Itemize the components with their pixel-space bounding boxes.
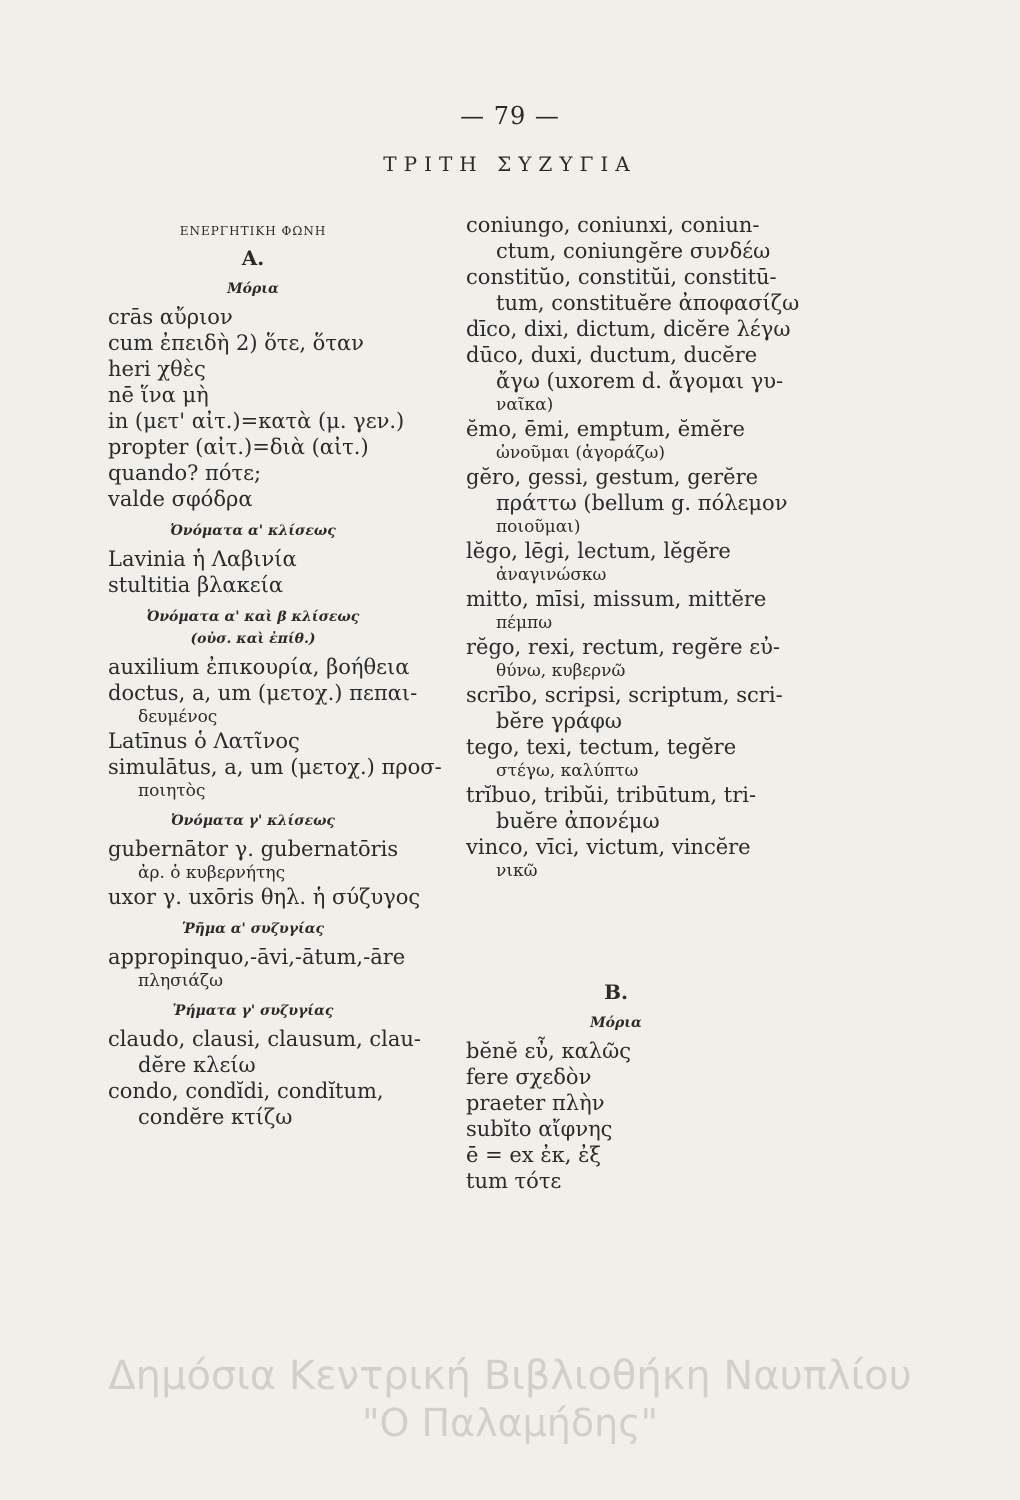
verb-first-conjugation-heading: Ῥῆμα α' συζυγίας xyxy=(181,921,325,937)
entry-line: crās αὔριον xyxy=(108,305,233,329)
entry-line: coniungo, coniunxi, coniun- xyxy=(466,213,760,237)
entry-line: dīco, dixi, dictum, dicĕre λέγω xyxy=(466,317,791,341)
entry-line: condĕre κτίζω xyxy=(138,1105,293,1129)
entry-line: cum ἐπειδὴ 2) ὅτε, ὅταν xyxy=(108,331,364,355)
verbs-third-conjugation-list xyxy=(108,1026,458,1130)
entry-line: πλησιάζω xyxy=(138,971,223,991)
entry-line: πέμπω xyxy=(496,613,553,633)
entry-line: valde σφόδρα xyxy=(108,487,253,511)
entry-line: tum, constituĕre ἀποφασίζω xyxy=(496,291,800,315)
nouns-third-declension-heading: Ὀνόματα γ' κλίσεως xyxy=(171,813,335,829)
watermark-line-1: Δημόσια Κεντρική Βιβλιοθήκη Ναυπλίου xyxy=(108,1353,912,1399)
entry-line: constitŭo, constitŭi, constitū- xyxy=(466,265,777,289)
page-heading: ΤΡΙΤΗ ΣΥΖΥΓΙΑ xyxy=(383,152,637,176)
entry-line: πράττω (bellum g. πόλεμον xyxy=(496,491,788,515)
entry-line: scrībo, scripsi, scriptum, scri- xyxy=(466,683,783,707)
entry-line: nē ἵνα μὴ xyxy=(108,383,209,407)
entry-line: mitto, mīsi, missum, mittĕre xyxy=(466,587,767,611)
section-letter-a: Α. xyxy=(241,246,265,270)
entry-line: ὠνοῦμαι (ἀγοράζω) xyxy=(496,443,666,463)
particles-b-heading: Μόρια xyxy=(590,1015,642,1031)
entry-line: uxor γ. uxōris θηλ. ἡ σύζυγος xyxy=(108,885,421,909)
entry-line: δευμένος xyxy=(138,707,218,727)
entry-line: in (μετ' αἰτ.)=κατὰ (μ. γεν.) xyxy=(108,409,405,433)
entry-line: θύνω, κυβερνῶ xyxy=(496,661,626,681)
entry-line: fere σχεδὸν xyxy=(466,1065,592,1089)
entry-line: ctum, coniungĕre συνδέω xyxy=(496,239,771,263)
entry-line: ποιοῦμαι) xyxy=(496,517,581,537)
entry-line: ναῖκα) xyxy=(496,395,554,415)
page-number: — 79 — xyxy=(460,102,560,130)
verbs-third-conjugation-heading: Ῥήματα γ' συζυγίας xyxy=(172,1003,334,1019)
entry-line: condo, condĭdi, condĭtum, xyxy=(108,1079,384,1103)
entry-line: propter (αἰτ.)=διὰ (αἰτ.) xyxy=(108,435,369,459)
entry-line: subĭto αἴφνης xyxy=(466,1117,613,1141)
entry-line: buĕre ἀπονέμω xyxy=(496,809,660,833)
entry-line: ἀρ. ὁ κυβερνήτης xyxy=(138,863,286,883)
nouns-first-second-declension-subheading: (οὐσ. καὶ ἐπίθ.) xyxy=(190,631,316,647)
nouns-first-second-declension-list xyxy=(108,654,458,802)
entry-line: praeter πλὴν xyxy=(466,1091,605,1115)
entry-line: bĕnĕ εὖ, καλῶς xyxy=(466,1039,631,1063)
nouns-third-declension-list xyxy=(108,836,458,910)
right-column xyxy=(466,212,846,1194)
entry-line: ποιητὸς xyxy=(138,781,206,801)
nouns-first-declension-list xyxy=(108,546,458,598)
entry-line: lĕgo, lēgi, lectum, lĕgĕre xyxy=(466,539,731,563)
entry-line: bĕre γράφω xyxy=(496,709,622,733)
entry-line: appropinquo,-āvi,-ātum,-āre xyxy=(108,945,406,969)
entry-line: στέγω, καλύπτω xyxy=(496,761,639,781)
entry-line: doctus, a, um (μετοχ.) πεπαι- xyxy=(108,681,418,705)
entry-line: νικῶ xyxy=(496,861,538,881)
entry-line: gubernātor γ. gubernatōris xyxy=(108,837,399,861)
entry-line: Lavinia ἡ Λαβινία xyxy=(108,547,297,571)
watermark-line-2: "Ο Παλαμήδης" xyxy=(361,1401,658,1445)
entry-line: heri χθὲς xyxy=(108,357,206,381)
entry-line: gĕro, gessi, gestum, gerĕre xyxy=(466,465,759,489)
voice-heading: ΕΝΕΡΓΗΤΙΚΗ ΦΩΝΗ xyxy=(179,224,327,238)
particles-b-list xyxy=(466,1038,846,1194)
entry-line: Latīnus ὁ Λατῖνος xyxy=(108,729,300,753)
entry-line: ἀναγινώσκω xyxy=(496,565,607,585)
entry-line: auxilium ἐπικουρία, βοήθεια xyxy=(108,655,410,679)
entry-line: simulātus, a, um (μετοχ.) προσ- xyxy=(108,755,442,779)
entry-line: ἄγω (uxorem d. ἄγομαι γυ- xyxy=(496,369,784,393)
entry-line: claudo, clausi, clausum, clau- xyxy=(108,1027,422,1051)
entry-line: stultitia βλακεία xyxy=(108,573,284,597)
entry-line: ē = ex ἐκ, ἐξ xyxy=(466,1143,601,1167)
entry-line: rĕgo, rexi, rectum, regĕre εὐ- xyxy=(466,635,780,659)
particles-heading: Μόρια xyxy=(227,281,279,297)
entry-line: tum τότε xyxy=(466,1169,562,1193)
left-column xyxy=(108,212,458,1130)
section-letter-b: B. xyxy=(604,980,628,1004)
nouns-first-declension-heading: Ὀνόματα α' κλίσεως xyxy=(170,523,336,539)
verb-first-conjugation-list xyxy=(108,944,458,992)
entry-line: dĕre κλείω xyxy=(138,1053,256,1077)
particles-list xyxy=(108,304,458,512)
entry-line: dūco, duxi, ductum, ducĕre xyxy=(466,343,758,367)
nouns-first-second-declension-heading: Ὀνόματα α' καὶ β κλίσεως xyxy=(146,609,360,625)
library-watermark xyxy=(0,1352,1020,1446)
verbs-third-conjugation-continued-list xyxy=(466,212,846,882)
entry-line: trĭbuo, tribŭi, tribūtum, tri- xyxy=(466,783,757,807)
entry-line: vinco, vīci, victum, vincĕre xyxy=(466,835,751,859)
entry-line: quando? πότε; xyxy=(108,461,262,485)
entry-line: tego, texi, tectum, tegĕre xyxy=(466,735,737,759)
entry-line: ĕmo, ēmi, emptum, ĕmĕre xyxy=(466,417,745,441)
column-gap xyxy=(466,882,846,978)
